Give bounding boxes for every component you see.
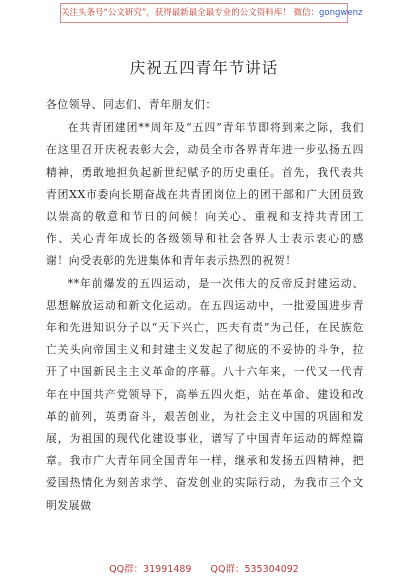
- document-title: 庆祝五四青年节讲话: [129, 59, 279, 77]
- paragraph-1: 在共青团建团**周年及“五四”青年节即将到来之际，我们在这里召开庆祝表彰大会，动员全市各界青年进一步弘扬五四精神，勇敢地担负起新世纪赋予的历史重任。首先，我代表共青团XX市委向长期奋战在共青团岗位上的团干部和广大团员致以崇高的敬意和节日的问候！向关心、重视和支持共青团工作、关心青年成长的各级领导和社会各界人士表示衷心的感谢！向受表彰的先进集体和青年表示热烈的祝贺！: [46, 121, 364, 268]
- promo-banner-text: 关注头条号“公文研究”，获得最新最全最专业的公文资料库！ 微信：: [61, 8, 320, 18]
- promo-banner: [60, 3, 363, 23]
- footer-qq-group-1: QQ群：31991489: [109, 564, 192, 575]
- wechat-link[interactable]: gongwenz: [319, 8, 363, 18]
- footer-qq-group-2: QQ群：535304092: [210, 564, 299, 575]
- paragraph-2: **年前爆发的五四运动，是一次伟大的反帝反封建运动、思想解放运动和新文化运动。在五四运动中，一批爱国进步青年和先进知识分子以“天下兴亡，匹夫有责”为己任，在民族危亡关头向帝国主义和封建主义发起了彻底的不妥协的斗争，拉开了中国新民主主义革命的序幕。八十六年来，一代又一代青年在中国共产党领导下，高举五四火炬，站在革命、建设和改革的前列，英勇奋斗，艰苦创业，为社会主义中国的巩固和发展，为祖国的现代化建设事业，谱写了中国青年运动的辉煌篇章。我市广大青年同全国青年一样，继承和发扬五四精神，把爱国热情化为刻苦求学、奋发创业的实际行动，为我市三个文明发展做: [46, 276, 364, 512]
- salutation: 各位领导、同志们、青年朋友们：: [46, 98, 217, 111]
- document-body: [46, 94, 364, 517]
- footer: [0, 560, 408, 580]
